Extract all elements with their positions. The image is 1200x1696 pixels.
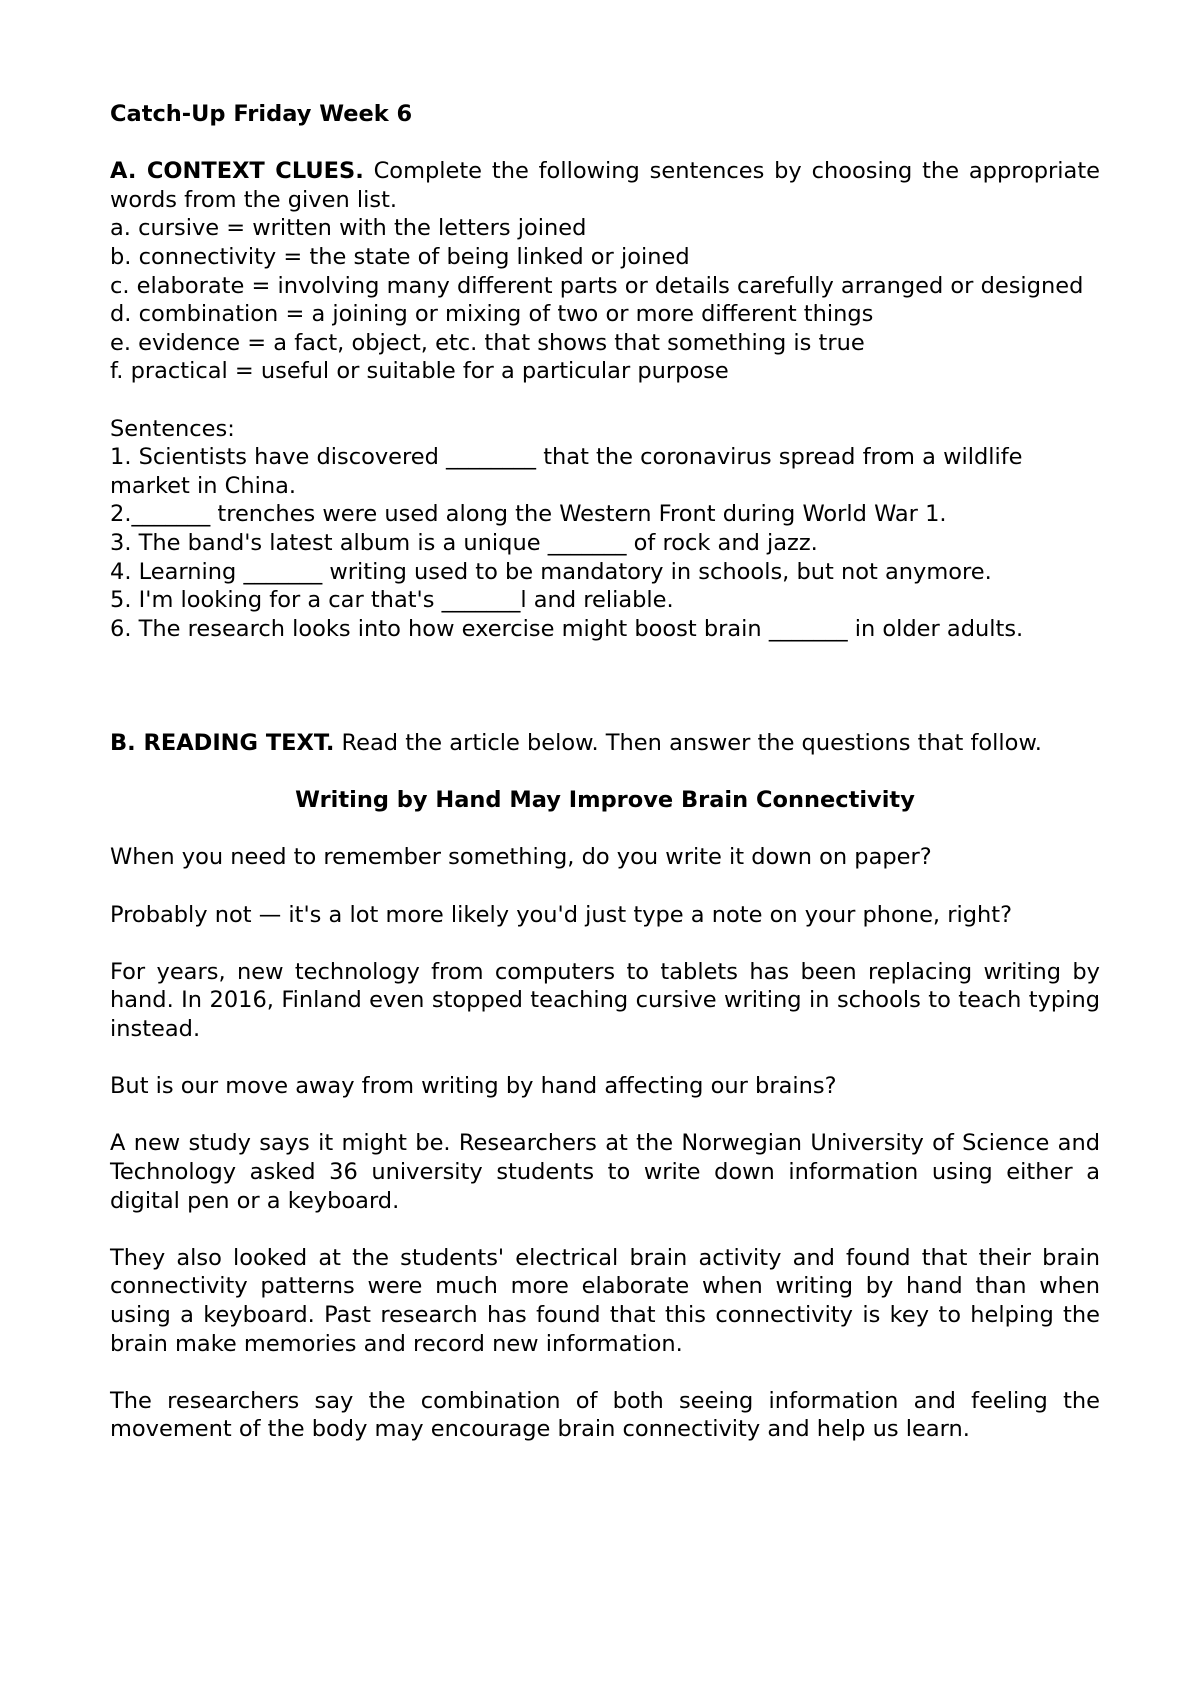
spacer <box>110 129 1100 158</box>
section-b-instruction: Read the article below. Then answer the questions that follow. <box>334 730 1042 757</box>
article-paragraph: They also looked at the students' electrical brain activity and found that their brain connectivity patterns were much more elaborate when writing by hand than when using a keyboard. Past research has found that this connectivity is key to helping the brain make memories and record new information. <box>110 1244 1100 1357</box>
spacer <box>110 758 1100 787</box>
sentence-item-5: 5. I'm looking for a car that's _______l and reliable. <box>110 587 674 614</box>
word-item-d: d. combination = a joining or mixing of two or more different things <box>110 301 874 328</box>
article-title: Writing by Hand May Improve Brain Connectivity <box>295 787 915 814</box>
sentence-item-1: 1. Scientists have discovered ________ that the coronavirus spread from a wildlife market in China. <box>110 444 1023 499</box>
document-page <box>110 100 1100 1444</box>
word-item-c: c. elaborate = involving many different parts or details carefully arranged or designed <box>110 272 1084 299</box>
spacer <box>110 815 1100 844</box>
word-item-a: a. cursive = written with the letters joined <box>110 215 587 242</box>
spacer <box>110 1101 1100 1130</box>
article-paragraph: But is our move away from writing by hand affecting our brains? <box>110 1073 837 1100</box>
sentence-item-2: 2._______ trenches were used along the Western Front during World War 1. <box>110 501 947 528</box>
spacer <box>110 872 1100 901</box>
section-b-heading: B. READING TEXT. <box>110 730 335 757</box>
sentence-item-6: 6. The research looks into how exercise might boost brain _______ in older adults. <box>110 615 1024 642</box>
article-paragraph: When you need to remember something, do you write it down on paper? <box>110 844 932 871</box>
section-a-instruction: Complete the following sentences by choosing the appropriate words from the given list. <box>110 158 1100 213</box>
sentence-item-4: 4. Learning _______ writing used to be mandatory in schools, but not anymore. <box>110 558 992 585</box>
document-title: Catch-Up Friday Week 6 <box>110 101 413 127</box>
article-paragraph: Probably not — it's a lot more likely you'd just type a note on your phone, right? <box>110 901 1013 928</box>
word-item-e: e. evidence = a fact, object, etc. that shows that something is true <box>110 329 865 356</box>
spacer <box>110 1044 1100 1073</box>
section-a-intro <box>110 157 1100 214</box>
article-paragraph: For years, new technology from computers to tablets has been replacing writing by hand. In 2016, Finland even stopped teaching cursive writing in schools to teach typing instead. <box>110 958 1100 1043</box>
article-paragraph: The researchers say the combination of both seeing information and feeling the movement of the body may encourage brain connectivity and help us learn. <box>110 1387 1100 1443</box>
section-b-intro <box>110 729 1100 758</box>
spacer <box>110 1358 1100 1387</box>
sentences-label: Sentences: <box>110 415 235 442</box>
section-a-heading: A. CONTEXT CLUES. <box>110 158 364 185</box>
spacer <box>110 386 1100 415</box>
spacer <box>110 1215 1100 1244</box>
spacer <box>110 643 1100 729</box>
sentence-item-3: 3. The band's latest album is a unique _______ of rock and jazz. <box>110 529 818 556</box>
word-item-b: b. connectivity = the state of being linked or joined <box>110 243 690 270</box>
word-item-f: f. practical = useful or suitable for a particular purpose <box>110 358 729 385</box>
spacer <box>110 929 1100 958</box>
article-paragraph: A new study says it might be. Researchers at the Norwegian University of Science and Technology asked 36 university students to write down information using either a digital pen or a keyboard. <box>110 1130 1100 1214</box>
